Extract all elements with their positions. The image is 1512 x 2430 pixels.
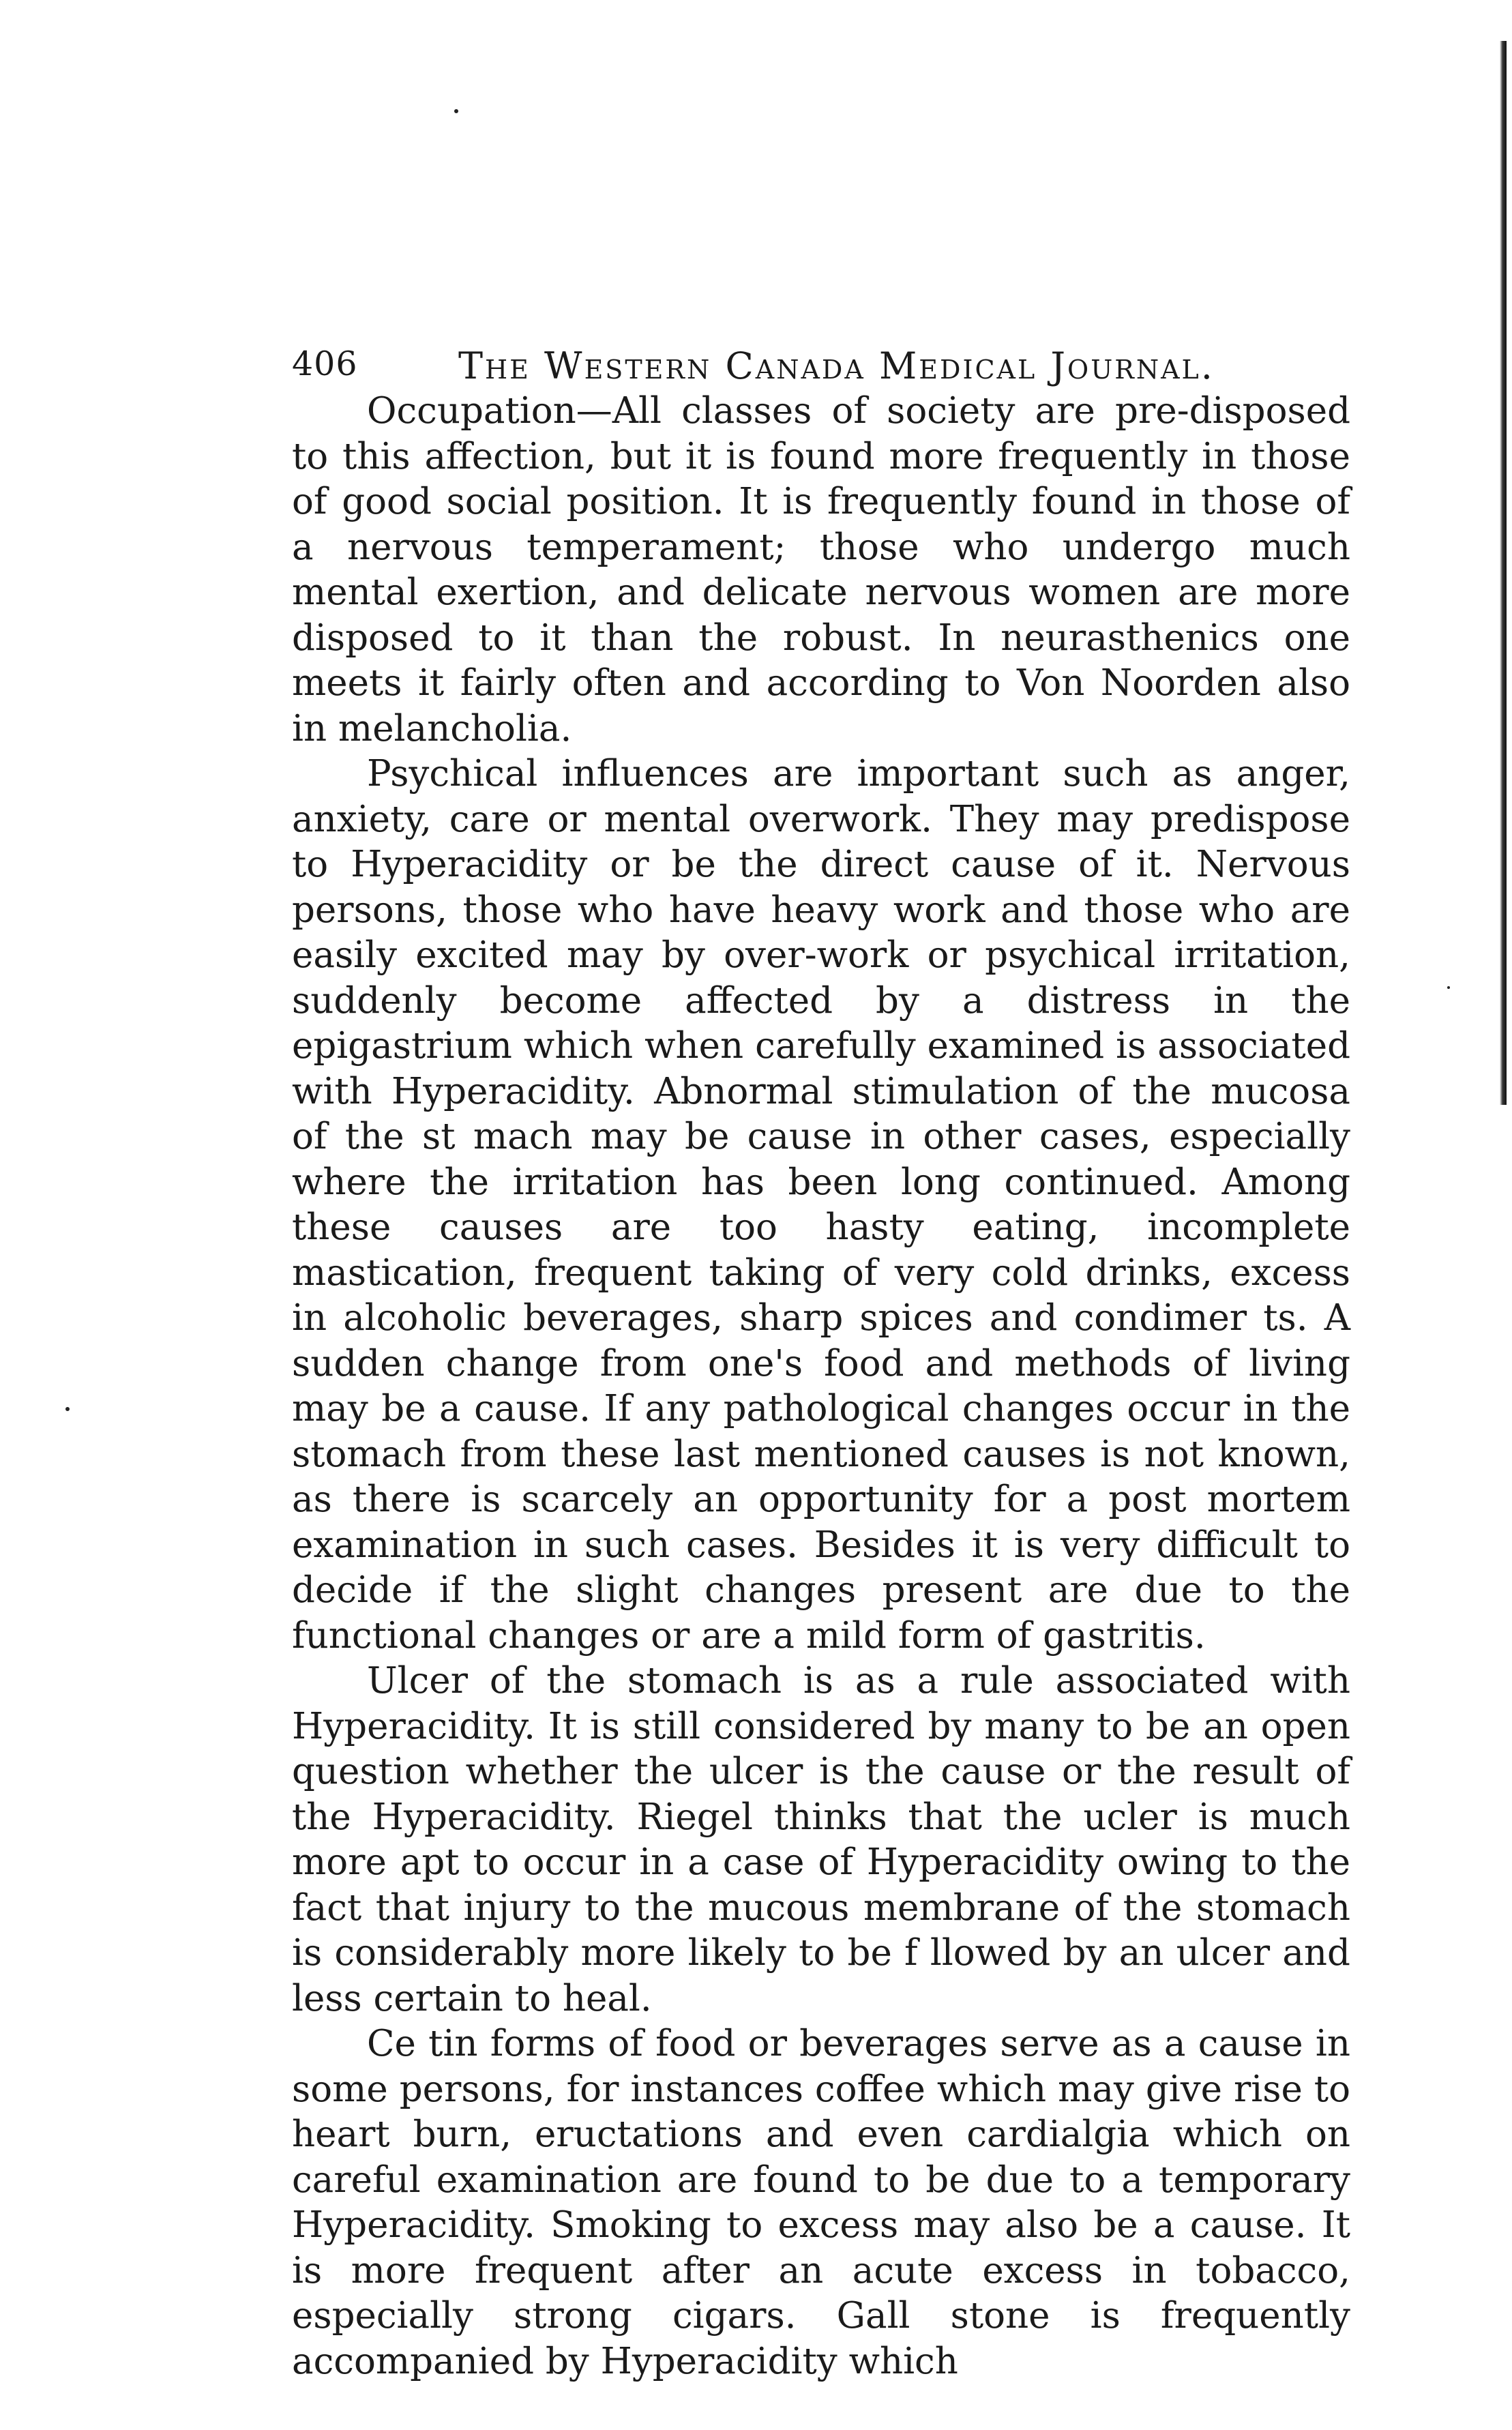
scan-edge-shadow — [1500, 41, 1507, 1105]
page-header — [292, 344, 1356, 392]
article-body — [292, 389, 1350, 2384]
paragraph-occupation: Occupation—All classes of society are pre-disposed to this affection, but it is found more frequently in those of good social position. It is frequently found in those of a nervous temperament; those who undergo much mental exertion, and delicate nervous women are more disposed to it than the robust. In neurasthenics one meets it fairly often and according to Von Noorden also in melancholia. — [292, 390, 1350, 750]
ink-speck — [454, 109, 458, 113]
ink-speck — [1447, 986, 1450, 989]
running-head: The Western Canada Medical Journal. — [458, 344, 1215, 387]
paragraph-food-beverages: Ce tin forms of food or beverages serve as a cause in some persons, for instances coffee which may give rise to heart burn, eructations and even cardialgia which on careful examination are found to be due to a temporary Hyperacidity. Smoking to excess may also be a cause. It is more frequent after an acute excess in tobacco, especially strong cigars. Gall stone is frequently accompanied by Hyperacidity which — [292, 2023, 1350, 2382]
paragraph-psychical-influences: Psychical influences are important such as anger, anxiety, care or mental overwork. They may predispose to Hyperacidity or be the direct cause of it. Nervous persons, those who have heavy work and those who are easily excited may by over-work or psychical irritation, suddenly become affected by a distress in the epigastrium which when carefully examined is associated with Hyperacidity. Abnormal stimulation of the mucosa of the st mach may be cause in other cases, especially where the irritation has been long continued. Among these causes are too hasty eating, incomplete mastication, frequent taking of very cold drinks, excess in alcoholic beverages, sharp spices and condimer ts. A sudden change from one's food and methods of living may be a cause. If any pathological changes occur in the stomach from these last mentioned causes is not known, as there is scarcely an opportunity for a post mortem examination in such cases. Besides it is very difficult to decide if the slight changes present are due to the functional changes or are a mild form of gastritis. — [292, 753, 1350, 1657]
page-number: 406 — [292, 344, 358, 383]
paragraph-ulcer: Ulcer of the stomach is as a rule associated with Hyperacidity. It is still considered by many to be an open question whether the ulcer is the cause or the result of the Hyperacidity. Riegel thinks that the ucler is much more apt to occur in a case of Hyperacidity owing to the fact that injury to the mucous membrane of the stomach is considerably more likely to be f llowed by an ulcer and less certain to heal. — [292, 1660, 1350, 2019]
ink-speck — [65, 1407, 70, 1411]
